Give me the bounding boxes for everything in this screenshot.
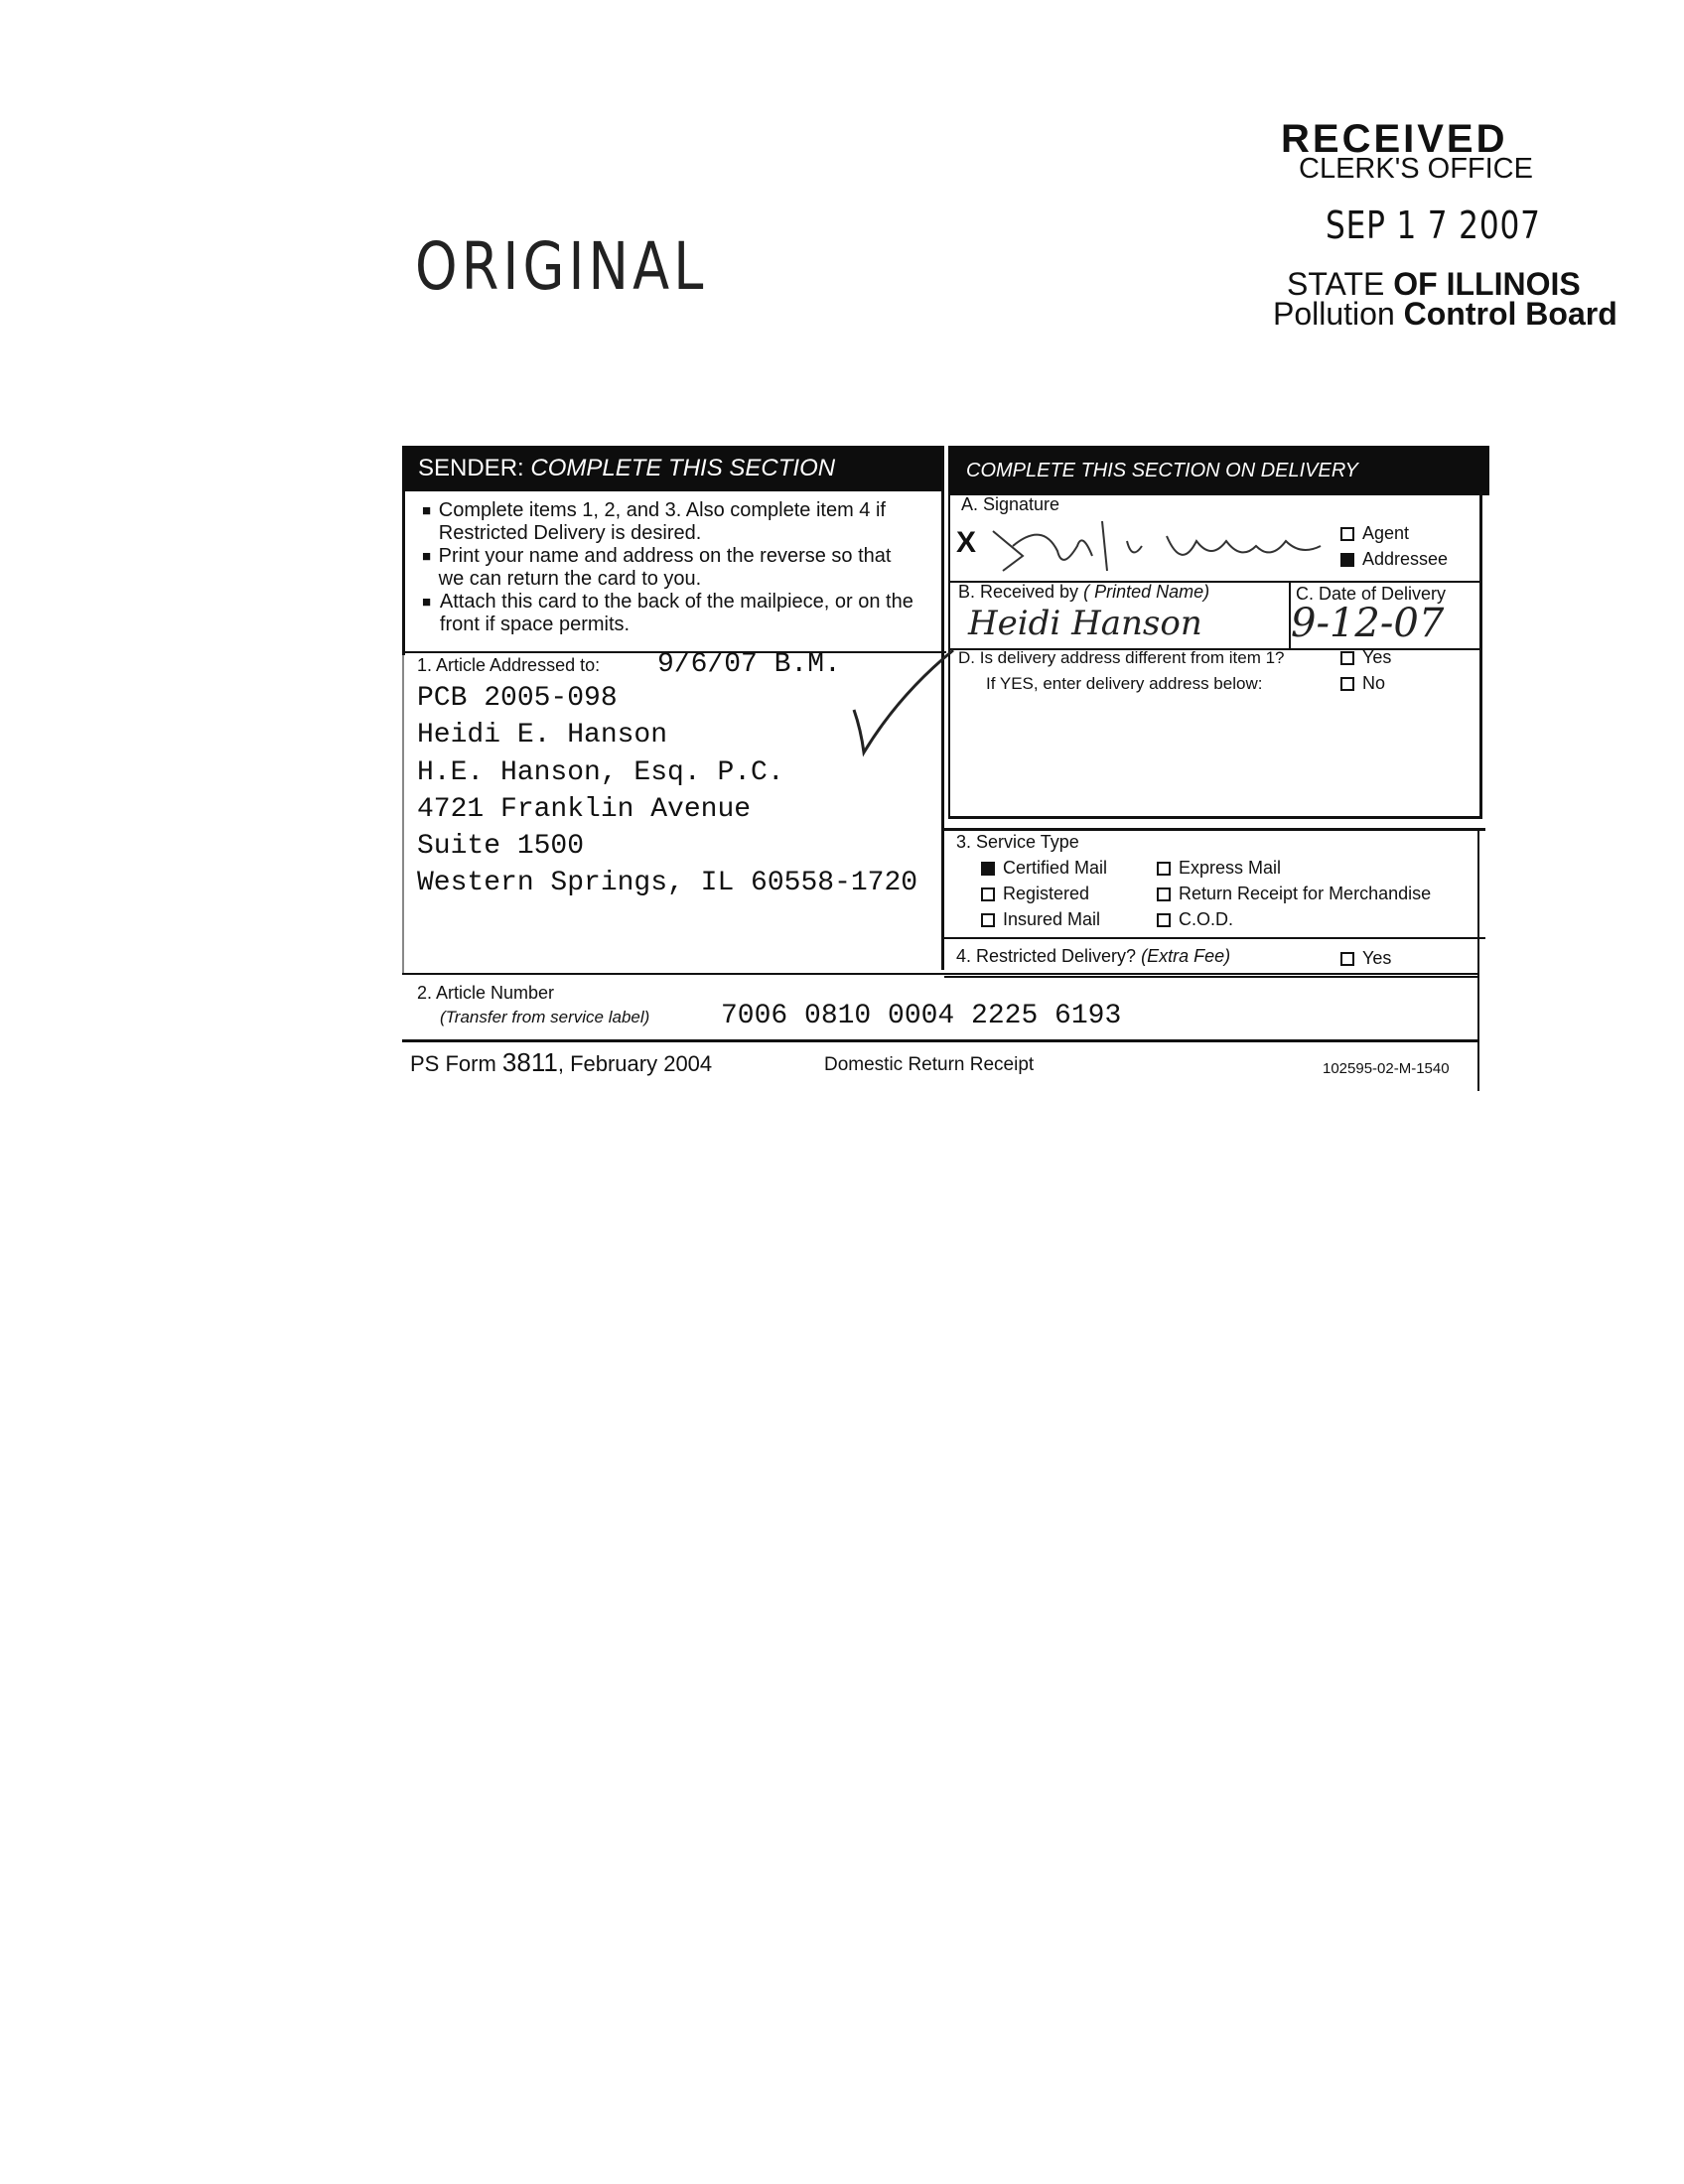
registered-label: Registered [1003, 884, 1090, 903]
no-label: No [1362, 673, 1386, 693]
restricted-fee-text: (Extra Fee) [1141, 946, 1231, 966]
restricted-bottom-border [944, 976, 1479, 978]
agent-option[interactable] [1340, 523, 1409, 544]
restricted-delivery-label [956, 946, 1230, 967]
stamp-state-prefix: STATE [1287, 266, 1385, 302]
received-stamp-board [1273, 296, 1617, 333]
signature-x-mark: X [956, 526, 977, 559]
form-prefix: PS Form [410, 1051, 496, 1076]
no-checkbox[interactable] [1340, 677, 1354, 691]
article-number-sublabel: (Transfer from service label) [440, 1008, 650, 1026]
cod-label: C.O.D. [1179, 909, 1234, 929]
agent-checkbox[interactable] [1340, 527, 1354, 541]
form-title: Domestic Return Receipt [824, 1054, 1035, 1075]
service-return-receipt[interactable] [1157, 884, 1431, 904]
bullet-icon: ■ [422, 502, 432, 519]
restricted-yes-checkbox[interactable] [1340, 952, 1354, 966]
article-addressed-note: 9/6/07 B.M. [657, 649, 841, 680]
date-of-delivery-label: C. Date of Delivery [1296, 584, 1447, 604]
sender-header-strong: SENDER: [418, 455, 524, 481]
instruction-text: Attach this card to the back of the mailpiece, or on the front if space permits. [439, 591, 913, 635]
address-line: Suite 1500 [417, 831, 585, 862]
instruction-item [422, 545, 918, 591]
article-number-value: 7006 0810 0004 2225 6193 [721, 1001, 1122, 1031]
if-yes-instructions: If YES, enter delivery address below: [986, 674, 1263, 693]
received-stamp-office: CLERK'S OFFICE [1299, 153, 1533, 185]
received-by-value: Heidi Hanson [968, 604, 1202, 643]
printed-name-text: ( Printed Name) [1083, 582, 1210, 602]
form-date: , February 2004 [557, 1051, 713, 1076]
service-bottom-border [944, 937, 1485, 939]
sender-instructions [422, 499, 918, 636]
addressee-checkbox[interactable] [1340, 553, 1354, 567]
different-address-question: D. Is delivery address different from item 1? [958, 648, 1285, 667]
bullet-icon: ■ [422, 548, 432, 565]
form-number: 3811 [501, 1047, 558, 1077]
bullet-icon: ■ [422, 594, 432, 611]
restricted-yes-label: Yes [1362, 948, 1392, 968]
article-number-label: 2. Article Number [417, 983, 555, 1003]
addressee-label: Addressee [1362, 549, 1449, 569]
yes-label: Yes [1362, 647, 1392, 667]
ps-form-label [410, 1047, 712, 1078]
stamp-board-suffix: Control Board [1403, 296, 1617, 332]
certified-label: Certified Mail [1003, 858, 1108, 878]
instruction-text: Print your name and address on the reverse so that we can return the card to you. [438, 545, 892, 590]
cod-checkbox[interactable] [1157, 913, 1171, 927]
address-line: H.E. Hanson, Esq. P.C. [417, 757, 784, 788]
addressee-option[interactable] [1340, 549, 1448, 570]
service-certified[interactable] [981, 858, 1107, 879]
service-insured[interactable] [981, 909, 1100, 930]
received-by-label [958, 582, 1209, 603]
address-line: Western Springs, IL 60558-1720 [417, 868, 918, 898]
service-type-label: 3. Service Type [956, 832, 1079, 852]
sender-header-italic: COMPLETE THIS SECTION [530, 455, 836, 481]
received-stamp-title: RECEIVED [1281, 117, 1508, 161]
delivery-right-border [1479, 491, 1482, 819]
restricted-text: 4. Restricted Delivery? [956, 946, 1137, 966]
yes-checkbox[interactable] [1340, 651, 1354, 665]
instruction-item [422, 499, 918, 545]
footer-divider [402, 1039, 1479, 1042]
service-cod[interactable] [1157, 909, 1233, 930]
service-express[interactable] [1157, 858, 1281, 879]
express-checkbox[interactable] [1157, 862, 1171, 876]
registered-checkbox[interactable] [981, 887, 995, 901]
date-of-delivery-value: 9-12-07 [1291, 601, 1445, 646]
instruction-item [422, 591, 918, 636]
delivery-bottom-border [948, 816, 1481, 819]
return-receipt-checkbox[interactable] [1157, 887, 1171, 901]
insured-label: Insured Mail [1003, 909, 1101, 929]
different-address-no[interactable] [1340, 673, 1385, 694]
service-top-border [944, 828, 1485, 831]
address-line: PCB 2005-098 [417, 683, 618, 714]
delivery-section-header: COMPLETE THIS SECTION ON DELIVERY [948, 446, 1489, 495]
express-label: Express Mail [1179, 858, 1282, 878]
article-addressed-label: 1. Article Addressed to: [417, 655, 601, 675]
instruction-text: Complete items 1, 2, and 3. Also complete item 4 if Restricted Delivery is desired. [438, 499, 886, 544]
sender-section-header [402, 446, 943, 491]
address-line: 4721 Franklin Avenue [417, 794, 752, 825]
received-by-text: B. Received by [958, 582, 1079, 602]
service-registered[interactable] [981, 884, 1089, 904]
return-receipt-label: Return Receipt for Merchandise [1179, 884, 1432, 903]
different-address-yes[interactable] [1340, 647, 1391, 668]
stamp-state-suffix: OF ILLINOIS [1393, 266, 1581, 302]
original-mark: ORIGINAL [415, 228, 708, 305]
insured-checkbox[interactable] [981, 913, 995, 927]
agent-label: Agent [1362, 523, 1410, 543]
form-code: 102595-02-M-1540 [1323, 1060, 1450, 1077]
signature-scribble [983, 501, 1340, 581]
address-line: Heidi E. Hanson [417, 720, 668, 751]
stamp-board-prefix: Pollution [1273, 296, 1395, 332]
card-border-left-top [402, 491, 405, 655]
restricted-delivery-yes[interactable] [1340, 948, 1391, 969]
signature-label: A. Signature [961, 494, 1060, 514]
certified-checkbox[interactable] [981, 862, 995, 876]
card-border-left [402, 655, 404, 973]
check-mark-icon [849, 645, 958, 764]
card-right-border [1477, 828, 1479, 1091]
received-stamp-date: SEP 1 7 2007 [1326, 204, 1541, 247]
article-divider [402, 973, 1479, 975]
